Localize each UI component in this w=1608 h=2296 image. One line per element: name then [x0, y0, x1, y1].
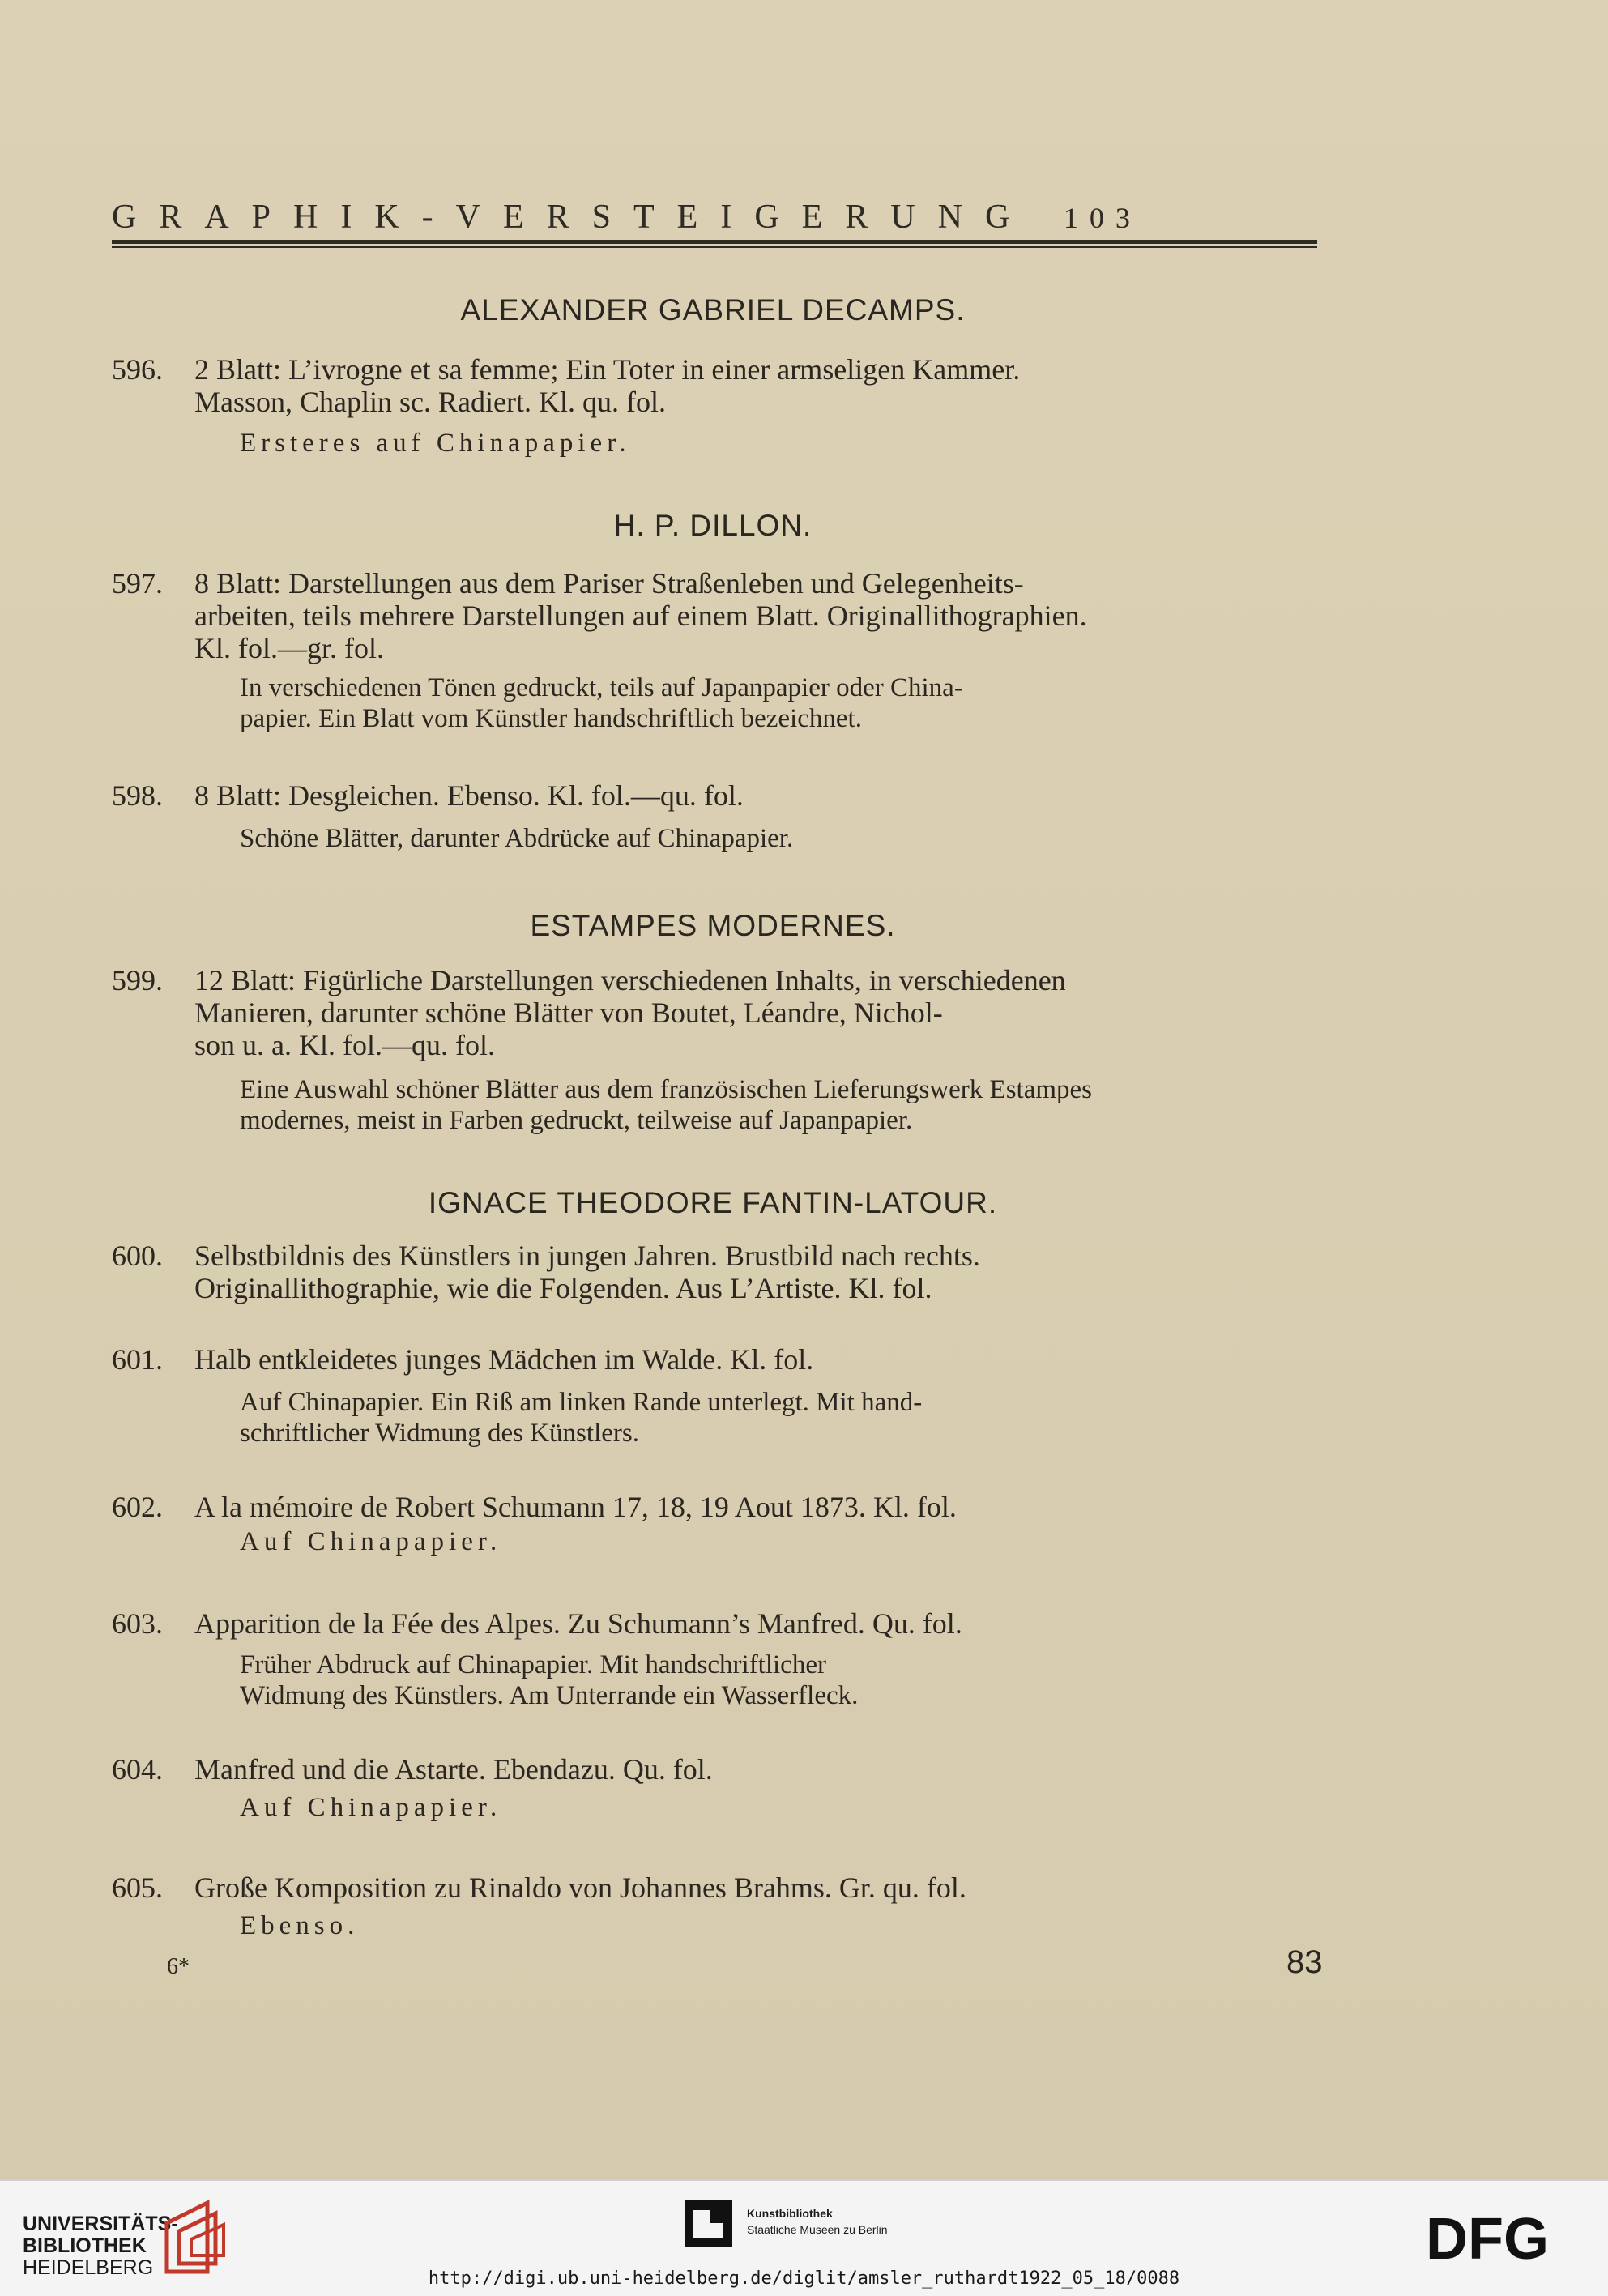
note-line: Eine Auswahl schöner Blätter aus dem französischen Lieferungswerk Estampes	[240, 1075, 1093, 1104]
entry-note	[112, 1649, 1319, 1711]
entry-note	[112, 428, 1319, 459]
entry-line: Apparition de la Fée des Alpes. Zu Schumann’s Manfred. Qu. fol.	[194, 1607, 962, 1640]
note-line: Auf Chinapapier.	[240, 1527, 502, 1556]
catalog-entry	[112, 1240, 1319, 1304]
entry-number: 596.	[112, 353, 163, 386]
entry-line: 8 Blatt: Darstellungen aus dem Pariser Straßenleben und Gelegenheits-	[194, 567, 1024, 600]
entry-number: 601.	[112, 1343, 163, 1376]
note-line: papier. Ein Blatt vom Künstler handschriftlich bezeichnet.	[240, 704, 862, 733]
entry-line: A la mémoire de Robert Schumann 17, 18, 19 Aout 1873. Kl. fol.	[194, 1491, 957, 1523]
library-line: UNIVERSITÄTS-	[23, 2213, 178, 2235]
note-line: Schöne Blätter, darunter Abdrücke auf Chinapapier.	[240, 824, 794, 853]
entry-line: Manieren, darunter schöne Blätter von Boutet, Léandre, Nichol-	[194, 996, 943, 1029]
partner-subtitle: Staatliche Museen zu Berlin	[747, 2223, 888, 2236]
entry-line: Originallithographie, wie die Folgenden. Aus L’Artiste. Kl. fol.	[194, 1272, 932, 1304]
catalog-entry	[112, 353, 1319, 418]
library-line: BIBLIOTHEK	[23, 2234, 147, 2257]
catalog-entry	[112, 1343, 1319, 1376]
entry-line: Große Komposition zu Rinaldo von Johannes Brahms. Gr. qu. fol.	[194, 1871, 966, 1904]
section-title: H. P. DILLON.	[613, 509, 813, 542]
note-line: Ersteres auf Chinapapier.	[240, 429, 631, 458]
entry-note	[112, 1387, 1319, 1449]
note-line: Widmung des Künstlers. Am Unterrande ein Wasserfleck.	[240, 1681, 859, 1710]
entry-line: Masson, Chaplin sc. Radiert. Kl. qu. fol.	[194, 386, 666, 418]
entry-line: son u. a. Kl. fol.—qu. fol.	[194, 1029, 495, 1061]
entry-line: Manfred und die Astarte. Ebendazu. Qu. fol.	[194, 1753, 713, 1786]
catalog-entry	[112, 1753, 1319, 1786]
dfg-logo-text: DFG	[1426, 2210, 1549, 2267]
entry-note	[112, 672, 1319, 734]
university-library-logo-icon[interactable]	[159, 2199, 228, 2277]
catalog-entry	[112, 964, 1319, 1061]
partner-title: Kunstbibliothek	[747, 2207, 833, 2220]
dfg-logo-icon[interactable]	[1426, 2210, 1588, 2267]
permalink-url[interactable]: http://digi.ub.uni-heidelberg.de/diglit/amsler_ruthardt1922_05_18/0088	[428, 2268, 1180, 2289]
entry-number: 604.	[112, 1753, 163, 1786]
section-title: IGNACE THEODORE FANTIN-LATOUR.	[428, 1186, 998, 1219]
running-title: GRAPHIK-VERSTEIGERUNG	[112, 198, 1033, 236]
entry-number: 597.	[112, 567, 163, 600]
note-line: In verschiedenen Tönen gedruckt, teils auf Japanpapier oder China-	[240, 673, 963, 702]
entry-note	[112, 1526, 1319, 1557]
entry-line: arbeiten, teils mehrere Darstellungen auf einem Blatt. Originallithographien.	[194, 600, 1087, 632]
running-head	[112, 198, 1319, 237]
catalog-entry	[112, 1491, 1319, 1523]
catalog-entry	[112, 567, 1319, 664]
entry-number: 605.	[112, 1871, 163, 1904]
header-rule	[112, 240, 1317, 244]
catalog-page-number: 103	[1063, 202, 1141, 234]
catalog-entry	[112, 1607, 1319, 1640]
entry-note	[112, 1074, 1319, 1136]
section-title: ESTAMPES MODERNES.	[530, 909, 896, 942]
entry-line: 2 Blatt: L’ivrogne et sa femme; Ein Toter in einer armseligen Kammer.	[194, 353, 1021, 386]
partner-name[interactable]	[747, 2205, 888, 2238]
kunstbibliothek-logo-icon[interactable]	[685, 2200, 732, 2247]
catalog-entry	[112, 1871, 1319, 1904]
entry-line: Halb entkleidetes junges Mädchen im Walde. Kl. fol.	[194, 1343, 814, 1376]
header-rule-thin	[112, 246, 1317, 248]
note-line: modernes, meist in Farben gedruckt, teilweise auf Japanpapier.	[240, 1106, 913, 1135]
note-line: Ebenso.	[240, 1911, 360, 1940]
entry-number: 603.	[112, 1607, 163, 1640]
entry-note	[112, 823, 1319, 854]
signature-mark: 6*	[167, 1954, 190, 1979]
entry-line: 12 Blatt: Figürliche Darstellungen verschiedenen Inhalts, in verschiedenen	[194, 964, 1066, 996]
catalog-entry	[112, 779, 1319, 812]
page-number: 83	[1286, 1944, 1323, 1980]
entry-number: 599.	[112, 964, 163, 996]
section-title: ALEXANDER GABRIEL DECAMPS.	[460, 293, 966, 326]
entry-number: 598.	[112, 779, 163, 812]
note-line: Auf Chinapapier.	[240, 1793, 502, 1822]
entry-note	[112, 1910, 1319, 1941]
entry-number: 602.	[112, 1491, 163, 1523]
note-line: schriftlicher Widmung des Künstlers.	[240, 1419, 639, 1448]
note-line: Früher Abdruck auf Chinapapier. Mit handschriftlicher	[240, 1650, 826, 1679]
viewer-footer-bar	[0, 2179, 1608, 2296]
library-line: HEIDELBERG	[23, 2256, 154, 2279]
entry-note	[112, 1792, 1319, 1823]
note-line: Auf Chinapapier. Ein Riß am linken Rande unterlegt. Mit hand-	[240, 1388, 923, 1417]
entry-line: Selbstbildnis des Künstlers in jungen Jahren. Brustbild nach rechts.	[194, 1240, 980, 1272]
entry-number: 600.	[112, 1240, 163, 1272]
entry-line: 8 Blatt: Desgleichen. Ebenso. Kl. fol.—qu. fol.	[194, 779, 744, 812]
entry-line: Kl. fol.—gr. fol.	[194, 632, 384, 664]
